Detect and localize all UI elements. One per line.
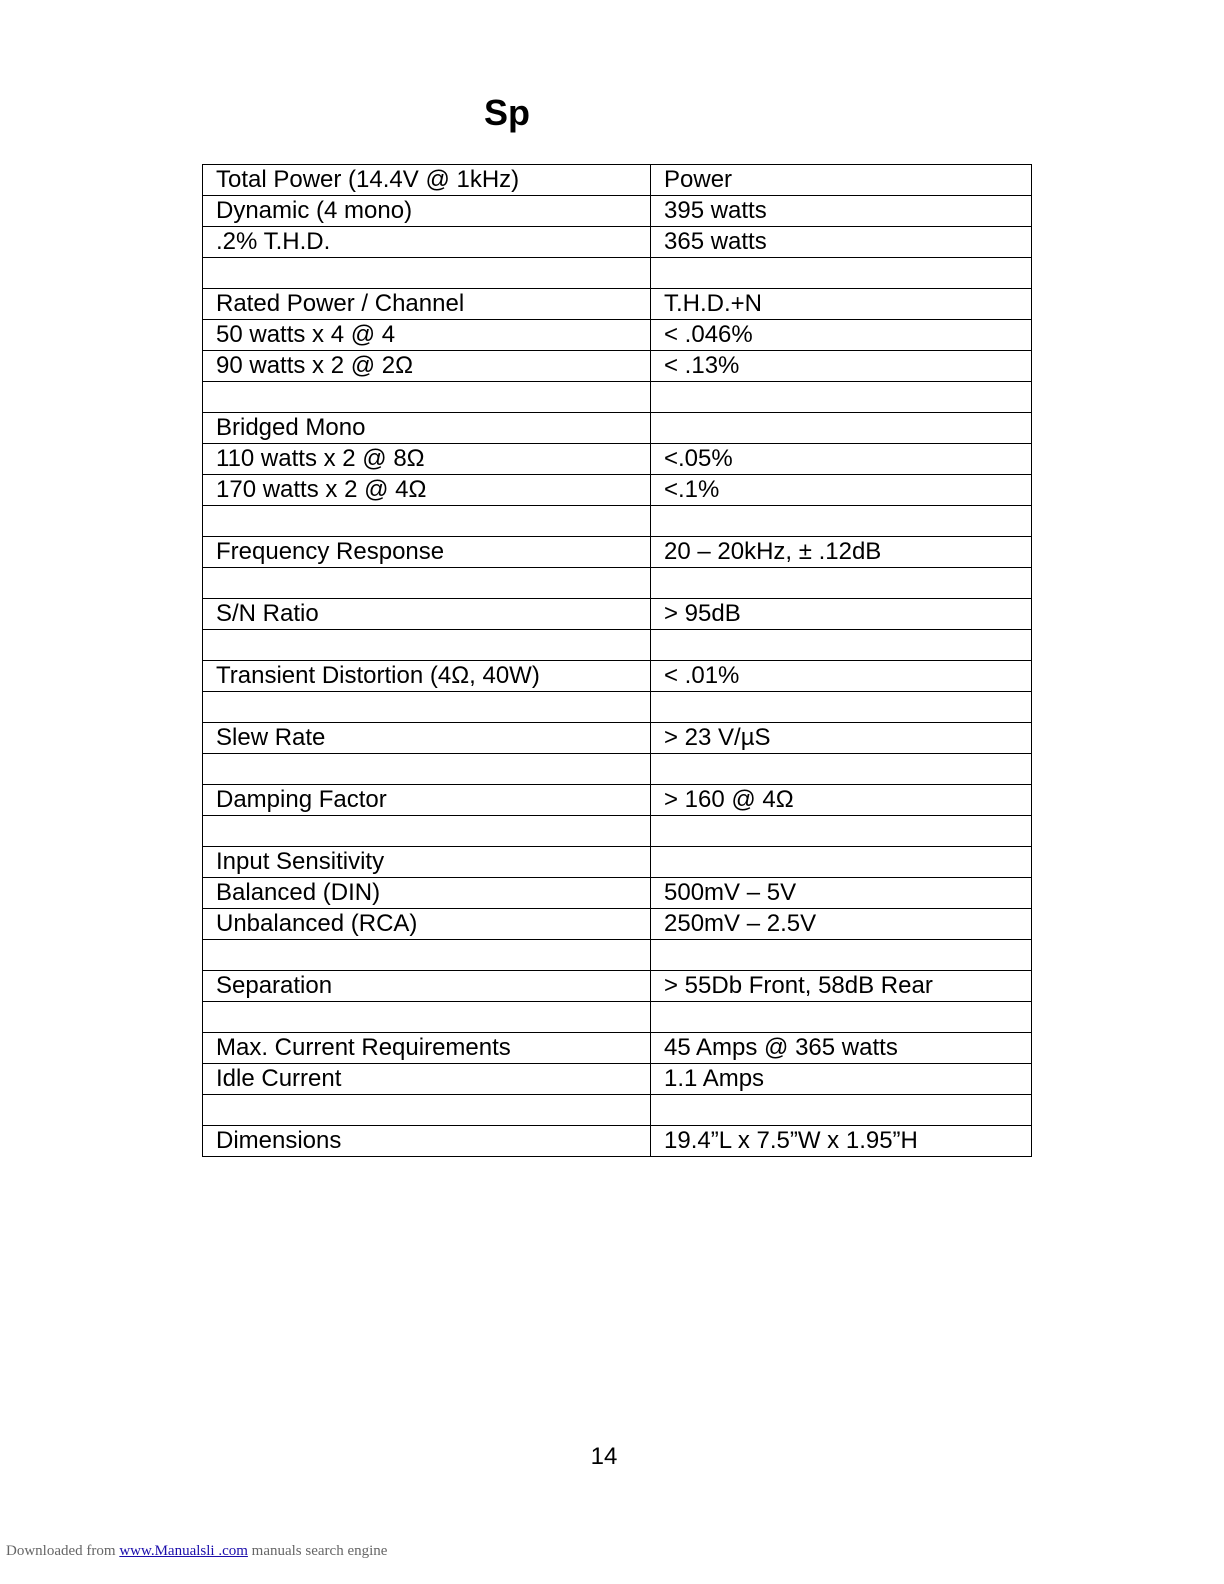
spec-value: [651, 940, 1032, 971]
spec-row: [203, 599, 1032, 630]
spec-label: [203, 258, 651, 289]
spec-value: 45 Amps @ 365 watts: [651, 1033, 1032, 1064]
spec-label: Frequency Response: [203, 537, 651, 568]
spec-value: [651, 413, 1032, 444]
spec-row: [203, 1002, 1032, 1033]
spec-value: <.1%: [651, 475, 1032, 506]
spec-value: [651, 506, 1032, 537]
spec-value: T.H.D.+N: [651, 289, 1032, 320]
spec-label: Unbalanced (RCA): [203, 909, 651, 940]
spec-row: [203, 351, 1032, 382]
spec-row: [203, 971, 1032, 1002]
spec-value: [651, 1002, 1032, 1033]
spec-label: Balanced (DIN): [203, 878, 651, 909]
spec-row: [203, 537, 1032, 568]
spec-value: < .01%: [651, 661, 1032, 692]
spec-row: [203, 878, 1032, 909]
spec-value: [651, 816, 1032, 847]
spec-row: [203, 940, 1032, 971]
spec-label: Transient Distortion (4Ω, 40W): [203, 661, 651, 692]
spec-row: [203, 1064, 1032, 1095]
spec-value: > 23 V/µS: [651, 723, 1032, 754]
spec-value: 365 watts: [651, 227, 1032, 258]
spec-value: [651, 382, 1032, 413]
spec-label: Idle Current: [203, 1064, 651, 1095]
spec-value: > 95dB: [651, 599, 1032, 630]
spec-label: [203, 630, 651, 661]
spec-row: [203, 444, 1032, 475]
spec-row: [203, 785, 1032, 816]
footer-prefix: Downloaded from: [6, 1543, 120, 1559]
spec-value: [651, 847, 1032, 878]
spec-label: Slew Rate: [203, 723, 651, 754]
spec-row: [203, 196, 1032, 227]
spec-row: [203, 413, 1032, 444]
spec-label: Dynamic (4 mono): [203, 196, 651, 227]
spec-value: 500mV – 5V: [651, 878, 1032, 909]
spec-row: [203, 320, 1032, 351]
spec-table-body: [203, 165, 1032, 1157]
page-number: 14: [590, 1443, 618, 1470]
spec-value: 250mV – 2.5V: [651, 909, 1032, 940]
spec-row: [203, 258, 1032, 289]
footer-link[interactable]: www.Manualsli .com: [119, 1543, 248, 1559]
spec-label: 90 watts x 2 @ 2Ω: [203, 351, 651, 382]
spec-label: [203, 754, 651, 785]
spec-label: Max. Current Requirements: [203, 1033, 651, 1064]
spec-label: [203, 568, 651, 599]
spec-row: [203, 723, 1032, 754]
spec-value: 19.4”L x 7.5”W x 1.95”H: [651, 1126, 1032, 1157]
spec-row: [203, 1126, 1032, 1157]
spec-label: Rated Power / Channel: [203, 289, 651, 320]
spec-label: 50 watts x 4 @ 4: [203, 320, 651, 351]
spec-value: [651, 754, 1032, 785]
spec-row: [203, 909, 1032, 940]
spec-label: Dimensions: [203, 1126, 651, 1157]
spec-value: <.05%: [651, 444, 1032, 475]
spec-row: [203, 382, 1032, 413]
spec-label: [203, 692, 651, 723]
spec-value: [651, 692, 1032, 723]
spec-row: [203, 289, 1032, 320]
spec-value: < .046%: [651, 320, 1032, 351]
spec-value: [651, 568, 1032, 599]
footer-suffix: manuals search engine: [247, 1543, 388, 1559]
spec-row: [203, 816, 1032, 847]
download-footer: [6, 1542, 387, 1560]
spec-label: Input Sensitivity: [203, 847, 651, 878]
spec-row: [203, 1033, 1032, 1064]
spec-label: [203, 382, 651, 413]
spec-table: [202, 164, 1032, 1157]
spec-label: Total Power (14.4V @ 1kHz): [203, 165, 651, 196]
spec-row: [203, 1095, 1032, 1126]
spec-value: Power: [651, 165, 1032, 196]
spec-value: > 160 @ 4Ω: [651, 785, 1032, 816]
spec-label: [203, 816, 651, 847]
spec-row: [203, 754, 1032, 785]
spec-label: Separation: [203, 971, 651, 1002]
spec-label: Bridged Mono: [203, 413, 651, 444]
spec-value: 1.1 Amps: [651, 1064, 1032, 1095]
spec-value: < .13%: [651, 351, 1032, 382]
spec-row: [203, 847, 1032, 878]
spec-label: [203, 506, 651, 537]
spec-value: 20 – 20kHz, ± .12dB: [651, 537, 1032, 568]
spec-label: .2% T.H.D.: [203, 227, 651, 258]
page-title: Sp: [484, 92, 531, 133]
spec-label: S/N Ratio: [203, 599, 651, 630]
spec-value: [651, 258, 1032, 289]
spec-label: 170 watts x 2 @ 4Ω: [203, 475, 651, 506]
spec-row: [203, 475, 1032, 506]
spec-row: [203, 568, 1032, 599]
spec-label: [203, 1002, 651, 1033]
spec-label: [203, 1095, 651, 1126]
spec-label: 110 watts x 2 @ 8Ω: [203, 444, 651, 475]
spec-label: [203, 940, 651, 971]
spec-value: [651, 630, 1032, 661]
spec-row: [203, 506, 1032, 537]
spec-row: [203, 692, 1032, 723]
spec-label: Damping Factor: [203, 785, 651, 816]
spec-row: [203, 630, 1032, 661]
spec-row: [203, 227, 1032, 258]
spec-row: [203, 165, 1032, 196]
spec-value: 395 watts: [651, 196, 1032, 227]
spec-value: [651, 1095, 1032, 1126]
spec-value: > 55Db Front, 58dB Rear: [651, 971, 1032, 1002]
spec-row: [203, 661, 1032, 692]
